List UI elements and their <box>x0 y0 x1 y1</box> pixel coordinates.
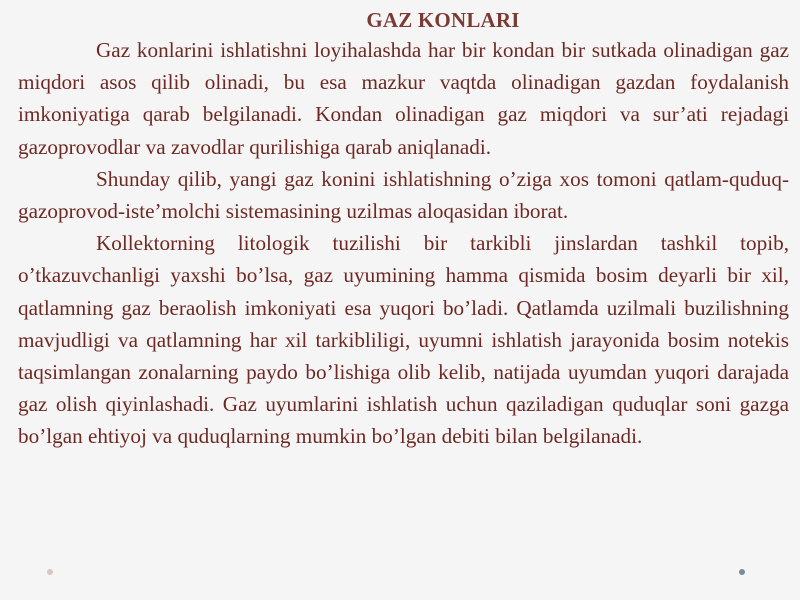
paragraph-3: Kollektorning litologik tuzilishi bir tarkibli jinslardan tashkil topib, o’tkazuvchanligi yaxshi bo’lsa, gaz uyumining hamma qismida bosim deyarli bir xil, qatlamning gaz beraolish imkoniyati esa yuqori bo’ladi. Qatlamda uzilmali buzilishning mavjudligi va qatlamning har xil tarkibliligi, uyumni ishlatish jarayonida bosim notekis taqsimlangan zonalarning paydo bo’lishiga olib kelib, natijada uyumdan yuqori darajada gaz olish qiyinlashadi. Gaz uyumlarini ishlatish uchun qaziladigan quduqlar soni gazga bo’lgan ehtiyoj va quduqlarning mumkin bo’lgan debiti bilan belgilanadi. <box>18 231 789 449</box>
paragraph-2: Shunday qilib, yangi gaz konini ishlatishning o’ziga xos tomoni qatlam-quduq-gazoprovod-iste’molchi sistemasining uzilmas aloqasidan iborat. <box>18 166 789 224</box>
page-title: GAZ KONLARI <box>366 8 520 32</box>
paragraph-1: Gaz konlarini ishlatishni loyihalashda har bir kondan bir sutkada olinadigan gaz miqdori asos qilib olinadi, bu esa mazkur vaqtda olinadigan gazdan foydalanish imkoniyatiga qarab belgilanadi. Kondan olinadigan gaz miqdori va sur’ati rejadagi gazoprovodlar va zavodlar qurilishiga qarab aniqlanadi. <box>18 38 789 159</box>
body-text <box>18 34 789 453</box>
decorative-dot-right <box>739 569 745 575</box>
decorative-dot-left <box>47 569 53 575</box>
